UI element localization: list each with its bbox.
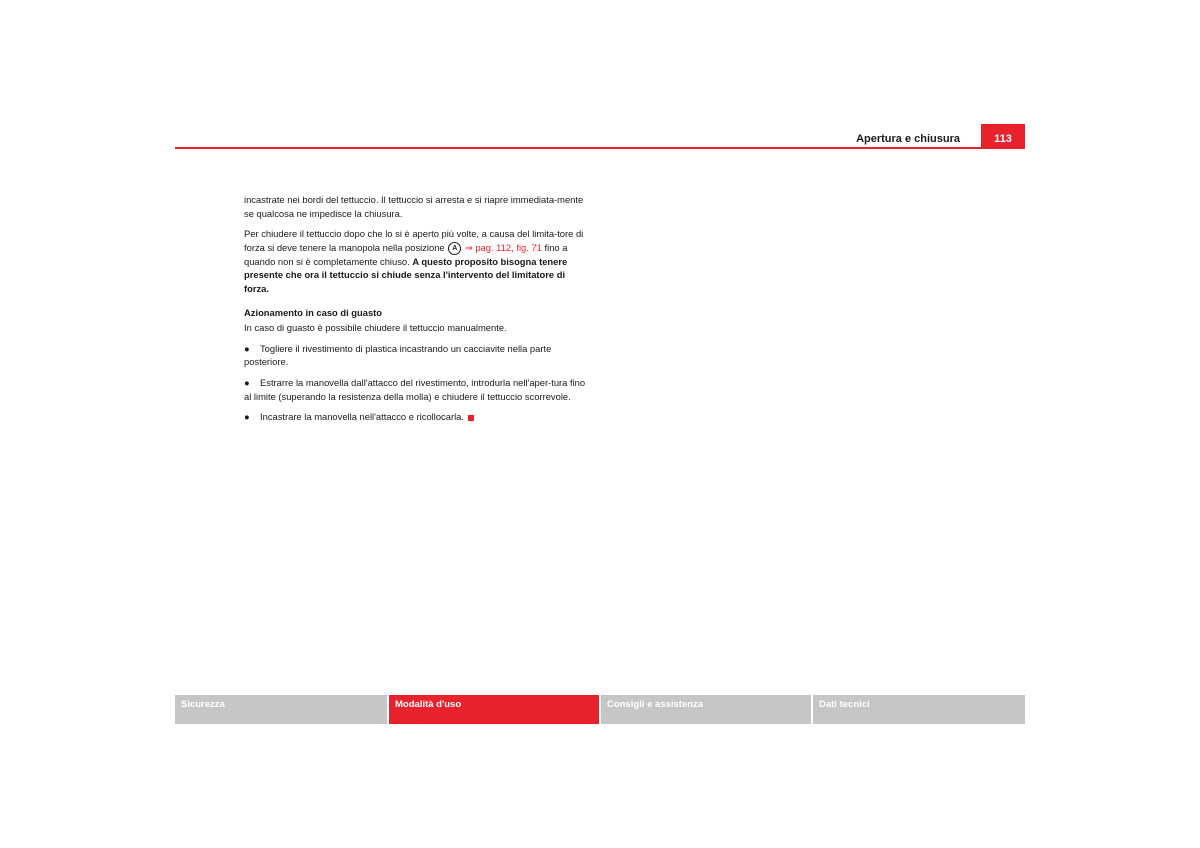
paragraph-2-bold: A questo proposito bisogna tenere presente che ora il tettuccio si chiude senza l'intervento del limitatore di forza. <box>244 255 568 294</box>
position-a-marker: A <box>448 242 461 255</box>
paragraph-2-text: Per chiudere il tettuccio dopo che lo si è aperto più volte, a causa del limita-tore di forza si deve tenere la manopola nella posizione <box>244 228 584 253</box>
section-title: Apertura e chiusura <box>856 133 960 145</box>
list-item-text: Estrarre la manovella dall'attacco del rivestimento, introdurla nell'aper-tura fino al limite (superando la resistenza della molla) e chiudere il tettuccio scorrevole. <box>244 376 586 402</box>
page-number: 113 <box>981 124 1025 149</box>
paragraph-1: incastrate nei bordi del tettuccio. Il tettuccio si arresta e si riapre immediata-mente se qualcosa ne impedisce la chiusura. <box>244 194 584 219</box>
paragraph-2-text-cont: fino a quando non si è completamente chiuso. <box>244 241 568 267</box>
tab-consigli-assistenza[interactable]: Consigli e assistenza <box>601 695 811 724</box>
header-rule <box>175 147 1025 149</box>
list-item <box>244 376 590 403</box>
list-item <box>244 410 590 424</box>
intro-text: In caso di guasto è possibile chiudere il tettuccio manualmente. <box>244 322 507 334</box>
tab-modalita-uso[interactable]: Modalità d'uso <box>389 695 599 724</box>
end-of-section-icon <box>468 415 474 421</box>
bullet-icon: ● <box>244 376 250 388</box>
subheading: Azionamento in caso di guasto <box>244 306 383 318</box>
paragraph-2 <box>244 227 590 295</box>
tab-sicurezza[interactable]: Sicurezza <box>175 695 387 724</box>
list-item-text: Togliere il rivestimento di plastica incastrando un cacciavite nella parte posteriore. <box>244 342 552 368</box>
tab-dati-tecnici[interactable]: Dati tecnici <box>813 695 1025 724</box>
page-reference-link[interactable]: ⇒ pag. 112, fig. 71 <box>464 241 542 253</box>
main-content <box>244 193 590 431</box>
bullet-icon: ● <box>244 342 250 354</box>
list-item-text: Incastrare la manovella nell'attacco e ricollocarla. <box>260 411 464 423</box>
list-item <box>244 342 590 369</box>
bullet-icon: ● <box>244 411 250 423</box>
